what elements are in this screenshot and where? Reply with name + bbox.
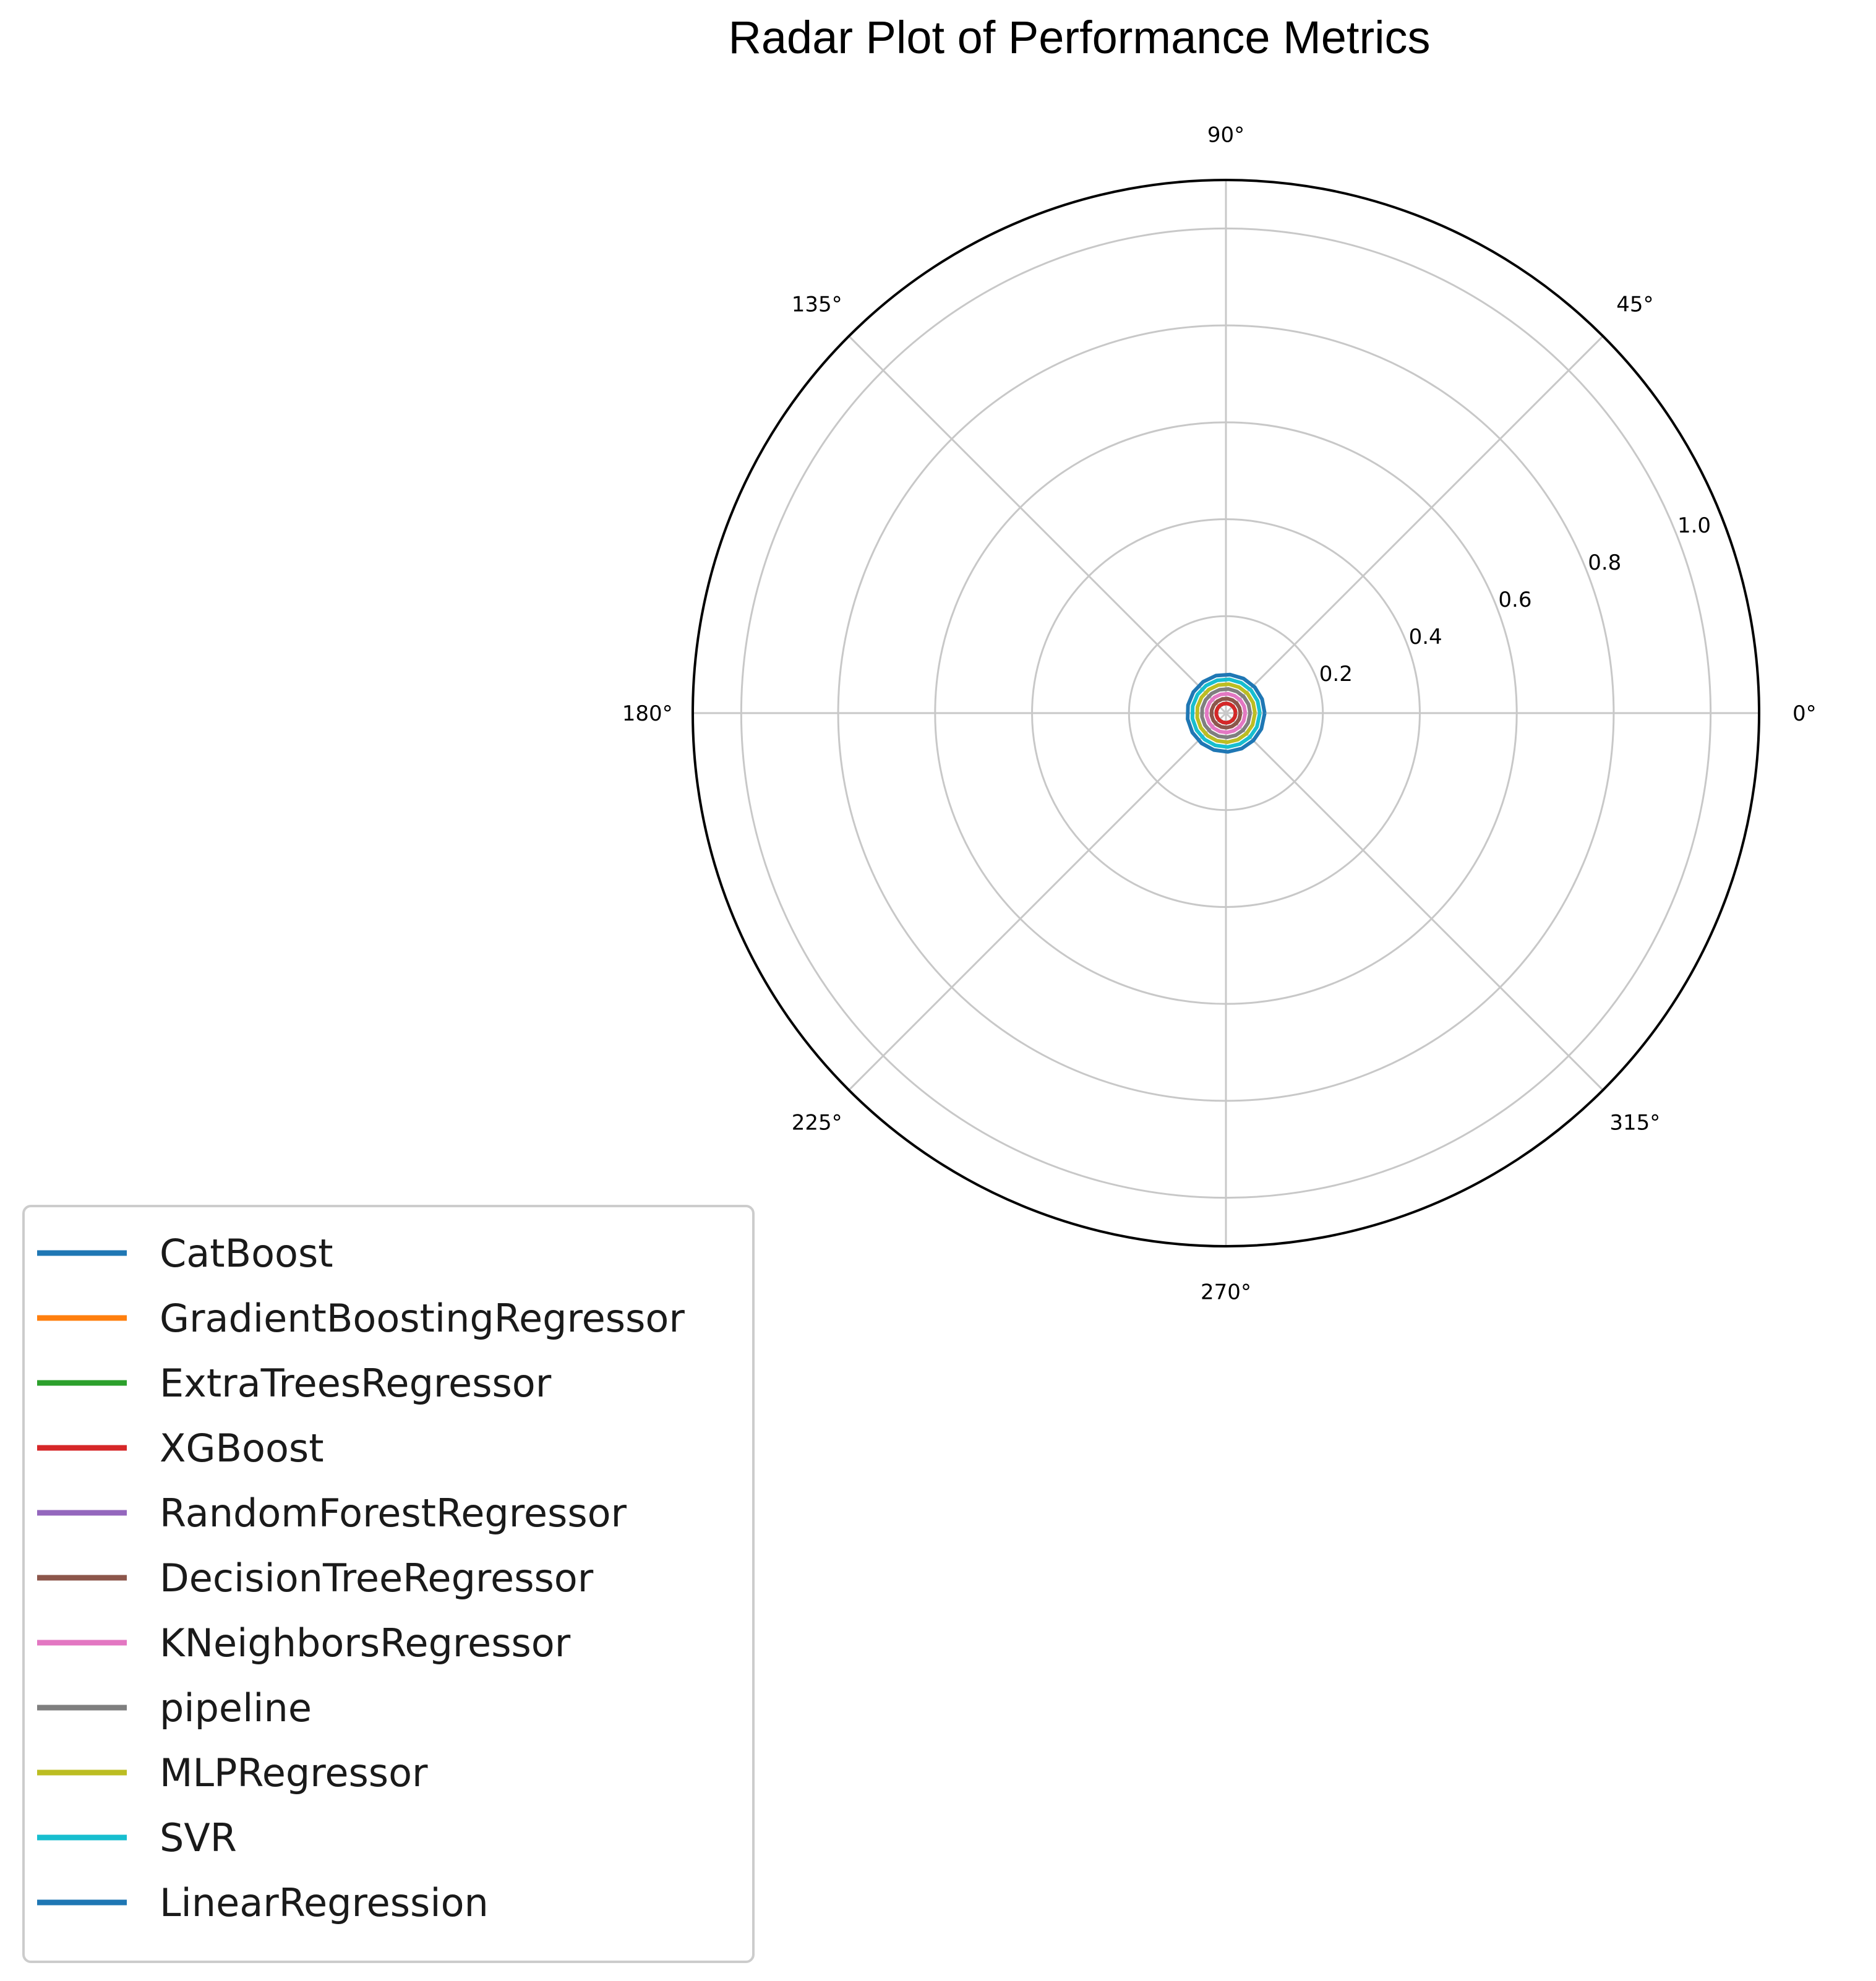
legend-label-7: pipeline [160, 1685, 312, 1731]
angle-tick-3: 135° [791, 292, 842, 317]
legend-label-5: DecisionTreeRegressor [160, 1555, 594, 1601]
legend-label-2: ExtraTreesRegressor [160, 1361, 552, 1406]
legend-label-4: RandomForestRegressor [160, 1491, 627, 1536]
legend-label-6: KNeighborsRegressor [160, 1620, 571, 1666]
radial-tick-4: 1.0 [1677, 513, 1711, 539]
radial-tick-2: 0.6 [1498, 588, 1532, 613]
radial-tick-3: 0.8 [1588, 550, 1622, 576]
grid-spoke-1 [1226, 336, 1603, 713]
polar-grid [693, 180, 1759, 1246]
grid-spoke-3 [849, 336, 1226, 713]
angle-tick-1: 45° [1616, 292, 1654, 317]
legend-label-1: GradientBoostingRegressor [160, 1296, 685, 1341]
legend [24, 1206, 753, 1962]
chart-title: Radar Plot of Performance Metrics [728, 12, 1431, 63]
radial-tick-1: 0.4 [1408, 625, 1442, 650]
grid-spoke-7 [1226, 713, 1603, 1090]
legend-label-8: MLPRegressor [160, 1750, 428, 1795]
angle-tick-0: 0° [1792, 701, 1817, 726]
legend-label-9: SVR [160, 1815, 237, 1860]
angle-tick-5: 225° [791, 1110, 842, 1136]
angle-tick-7: 315° [1609, 1110, 1661, 1136]
radial-tick-0: 0.2 [1319, 662, 1353, 687]
legend-label-0: CatBoost [160, 1231, 333, 1276]
legend-label-10: LinearRegression [160, 1880, 489, 1925]
grid-spoke-5 [849, 713, 1226, 1090]
legend-label-3: XGBoost [160, 1426, 324, 1471]
angle-tick-2: 90° [1207, 122, 1245, 148]
angle-tick-4: 180° [622, 701, 673, 726]
angle-tick-6: 270° [1201, 1280, 1251, 1305]
